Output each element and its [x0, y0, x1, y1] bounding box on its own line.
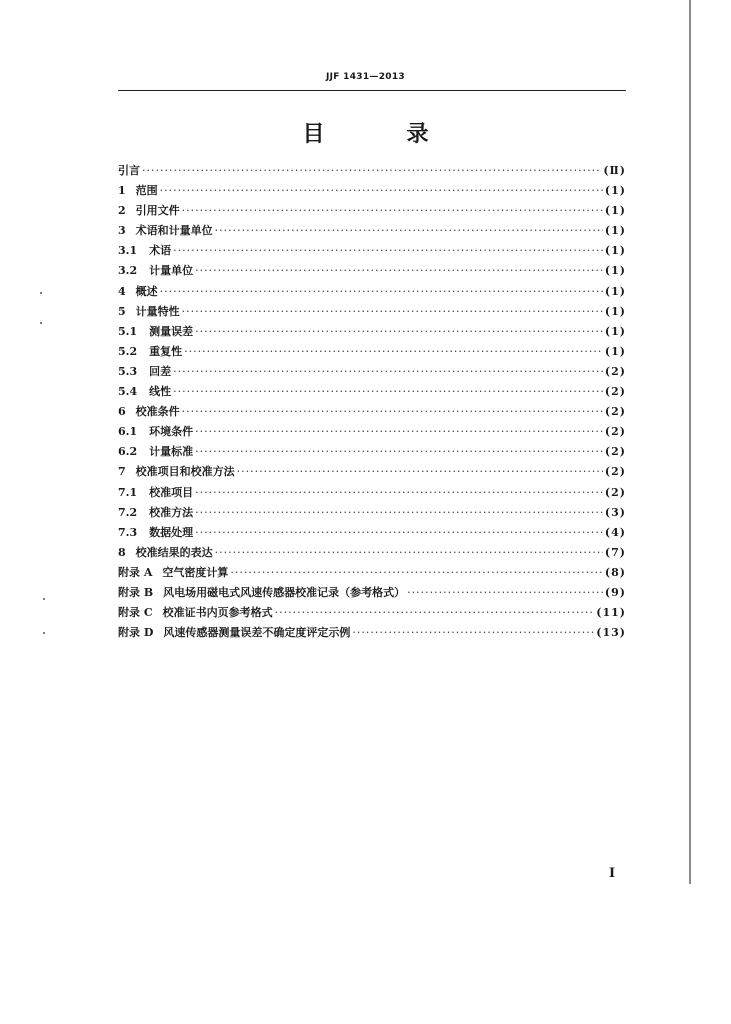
toc-entry-label: 术语和计量单位: [135, 224, 213, 238]
toc-entry[interactable]: [118, 222, 626, 242]
toc-dot-leader: [195, 425, 603, 438]
scan-speck: [43, 632, 45, 634]
toc-entry-number: 7.1: [118, 485, 138, 499]
toc-entry-number: 附录 D: [118, 626, 154, 640]
header-divider: [118, 90, 626, 91]
toc-entry[interactable]: [118, 624, 626, 644]
toc-dot-leader: [173, 365, 603, 378]
toc-entry[interactable]: [118, 242, 626, 262]
toc-dot-leader: [160, 184, 603, 197]
toc-entry-number: 附录 B: [118, 585, 154, 599]
toc-entry-label: 计量标准: [149, 445, 194, 459]
toc-entry-label: 计量特性: [135, 304, 180, 318]
toc-entry-number: 7.2: [118, 505, 138, 519]
toc-entry[interactable]: [118, 504, 626, 524]
toc-dot-leader: [237, 465, 603, 478]
toc-entry[interactable]: [118, 423, 626, 443]
toc-entry-page: (13): [596, 626, 626, 640]
toc-entry-page: (1): [604, 204, 626, 218]
toc-entry-number: 5: [118, 304, 126, 318]
toc-entry-label: 测量误差: [149, 324, 194, 338]
toc-entry-label: 风速传感器测量误差不确定度评定示例: [163, 626, 351, 640]
toc-entry-number: 6.1: [118, 425, 138, 439]
toc-entry-page: (2): [604, 485, 626, 499]
toc-entry-number: 3.1: [118, 244, 138, 258]
toc-entry-page: (2): [604, 465, 626, 479]
toc-dot-leader: [195, 506, 603, 519]
toc-entry-number: 3.2: [118, 264, 138, 278]
toc-entry-label: 计量单位: [149, 264, 194, 278]
toc-entry[interactable]: [118, 283, 626, 303]
toc-entry-page: (8): [604, 565, 626, 579]
toc-entry-number: 8: [118, 545, 126, 559]
toc-dot-leader: [160, 285, 603, 298]
toc-entry-number: 附录 A: [118, 565, 153, 579]
toc-entry-page: (1): [604, 324, 626, 338]
toc-entry-page: (7): [604, 545, 626, 559]
toc-entry-page: (2): [604, 425, 626, 439]
toc-dot-leader: [195, 526, 603, 539]
toc-dot-leader: [195, 445, 603, 458]
toc-dot-leader: [173, 244, 603, 257]
toc-entry-label: 引言: [118, 164, 140, 177]
toc-dot-leader: [142, 164, 601, 177]
toc-entry-page: (1): [604, 264, 626, 278]
toc-entry-label: 环境条件: [149, 425, 194, 439]
toc-entry[interactable]: [118, 383, 626, 403]
toc-entry[interactable]: [118, 524, 626, 544]
toc-entry-page: (4): [604, 525, 626, 539]
toc-entry[interactable]: [118, 182, 626, 202]
toc-entry-page: (1): [604, 344, 626, 358]
toc-entry-label: 校准证书内页参考格式: [162, 606, 273, 620]
toc-entry-label: 校准结果的表达: [135, 545, 213, 559]
standard-code: JJF 1431—2013: [326, 72, 405, 82]
toc-entry-page: (1): [604, 284, 626, 298]
toc-dot-leader: [173, 385, 603, 398]
toc-entry-page: (3): [604, 505, 626, 519]
toc-entry-number: 6: [118, 405, 126, 419]
toc-entry[interactable]: [118, 443, 626, 463]
toc-dot-leader: [195, 325, 603, 338]
toc-dot-leader: [352, 626, 594, 639]
toc-dot-leader: [215, 224, 603, 237]
toc-entry-page: (2): [604, 364, 626, 378]
toc-entry-page: (2): [604, 385, 626, 399]
toc-entry-page: (1): [604, 304, 626, 318]
toc-entry[interactable]: [118, 162, 626, 182]
toc-entry[interactable]: [118, 343, 626, 363]
toc-entry-number: 2: [118, 204, 126, 218]
toc-entry[interactable]: [118, 202, 626, 222]
toc-entry[interactable]: [118, 544, 626, 564]
toc-entry-label: 风电场用磁电式风速传感器校准记录（参考格式）: [163, 585, 406, 599]
scan-speck: [43, 598, 45, 600]
toc-entry-label: 校准项目和校准方法: [135, 465, 235, 479]
toc-entry-page: (1): [604, 184, 626, 198]
toc-dot-leader: [215, 546, 603, 559]
toc-entry-label: 数据处理: [149, 525, 194, 539]
toc-entry-number: 1: [118, 184, 126, 198]
toc-dot-leader: [184, 345, 603, 358]
toc-entry-number: 7.3: [118, 525, 138, 539]
toc-entry-label: 空气密度计算: [162, 565, 229, 579]
toc-entry-label: 术语: [149, 244, 172, 258]
toc-entry-number: 4: [118, 284, 126, 298]
toc-entry[interactable]: [118, 303, 626, 323]
toc-entry[interactable]: [118, 403, 626, 423]
toc-entry-page: (1): [604, 244, 626, 258]
toc-entry-number: 5.4: [118, 385, 138, 399]
toc-entry-number: 3: [118, 224, 126, 238]
toc-entry-number: 5.1: [118, 324, 138, 338]
scan-speck: [40, 322, 42, 324]
toc-entry-page: (11): [596, 606, 626, 620]
toc-entry[interactable]: [118, 564, 626, 584]
page-number: I: [609, 866, 616, 881]
toc-entry-label: 重复性: [149, 344, 183, 358]
toc-entry-label: 引用文件: [135, 204, 180, 218]
page-title: 目 录: [302, 122, 459, 147]
scan-speck: [40, 292, 42, 294]
toc-dot-leader: [275, 606, 595, 619]
toc-entry-label: 校准条件: [135, 405, 180, 419]
toc-entry-number: 5.3: [118, 364, 138, 378]
toc-dot-leader: [195, 264, 603, 277]
toc-entry[interactable]: [118, 604, 626, 624]
toc-entry[interactable]: [118, 484, 626, 504]
toc-entry-page: (1): [604, 224, 626, 238]
toc-entry[interactable]: [118, 584, 626, 604]
toc-entry-page: (2): [604, 405, 626, 419]
toc-entry-label: 范围: [135, 184, 158, 198]
toc-dot-leader: [407, 586, 603, 599]
toc-entry[interactable]: [118, 262, 626, 282]
toc-entry-number: 7: [118, 465, 126, 479]
toc-dot-leader: [195, 486, 603, 499]
toc-entry-label: 线性: [149, 385, 172, 399]
toc-entry[interactable]: [118, 463, 626, 483]
toc-entry-number: 6.2: [118, 445, 138, 459]
toc-dot-leader: [182, 305, 603, 318]
toc-entry-page: (Ⅱ): [603, 164, 626, 177]
toc-entry[interactable]: [118, 363, 626, 383]
toc-entry-page: (2): [604, 445, 626, 459]
toc-entry-label: 校准项目: [149, 485, 194, 499]
toc-entry[interactable]: [118, 323, 626, 343]
toc-entry-page: (9): [604, 585, 626, 599]
toc-dot-leader: [182, 204, 603, 217]
toc-entry-label: 校准方法: [149, 505, 194, 519]
toc-dot-leader: [230, 566, 603, 579]
toc-entry-number: 5.2: [118, 344, 138, 358]
table-of-contents: [118, 162, 626, 644]
toc-entry-label: 概述: [135, 284, 158, 298]
toc-entry-label: 回差: [149, 364, 172, 378]
toc-dot-leader: [182, 405, 603, 418]
toc-entry-number: 附录 C: [118, 606, 153, 620]
